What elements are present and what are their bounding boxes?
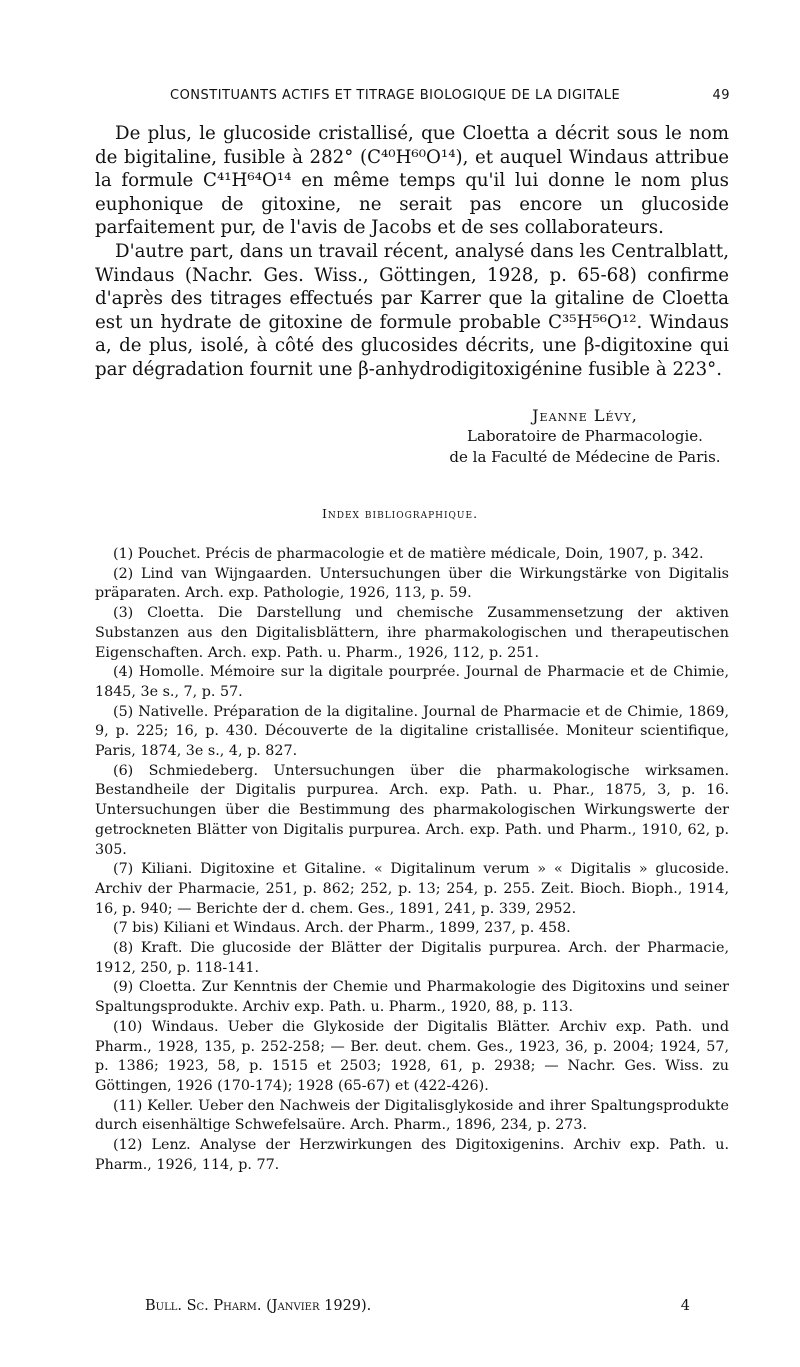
author-signature xyxy=(440,405,730,468)
author-name: Jeanne Lévy, xyxy=(532,406,638,425)
reference-item: (4) Homolle. Mémoire sur la digitale pourprée. Journal de Pharmacie et de Chimie, 1845, 3e s., 7, p. 57. xyxy=(95,664,729,700)
body-text xyxy=(95,122,729,382)
running-title: CONSTITUANTS ACTIFS ET TITRAGE BIOLOGIQUE DE LA DIGITALE xyxy=(170,88,621,103)
page-footer xyxy=(145,1298,690,1314)
reference-item: (6) Schmiedeberg. Untersuchungen über die pharmakologische wirksamen. Bestandheile der Digitalis purpurea. Arch. exp. Path. u. Phar., 1875, 3, p. 16. Untersuchungen über die Bestimmung des pharmakologischen Wirkungswerte der getrockneten Blätter von Digitalis purpurea. Arch. exp. Path. und Pharm., 1910, 62, p. 305. xyxy=(95,762,729,858)
reference-item: (3) Cloetta. Die Darstellung und chemische Zusammensetzung der aktiven Substanzen aus den Digitalisblättern, ihre pharmakologischen und therapeutischen Eigenschaften. Arch. exp. Path. u. Pharm., 1926, 112, p. 251. xyxy=(95,605,729,661)
reference-item: (2) Lind van Wijngaarden. Untersuchungen über die Wirkungstärke von Digitalis präparaten. Arch. exp. Pathologie, 1926, 113, p. 59. xyxy=(95,565,729,602)
reference-item: (10) Windaus. Ueber die Glykoside der Digitalis Blätter. Archiv exp. Path. und Pharm., 1928, 135, p. 252-258; — Ber. deut. chem. Ges., 1923, 36, p. 2004; 1924, 57, p. 1386; 1923, 58, p. 1515 et 2503; 1928, 61, p. 2938; — Nachr. Ges. Wiss. zu Göttingen, 1926 (170-174); 1928 (65-67) et (422-426). xyxy=(95,1018,729,1094)
reference-item: (1) Pouchet. Précis de pharmacologie et de matière médicale, Doin, 1907, p. 342. xyxy=(113,546,704,562)
reference-item: (5) Nativelle. Préparation de la digitaline. Journal de Pharmacie et de Chimie, 1869, 9, p. 225; 16, p. 430. Découverte de la digitaline cristallisée. Moniteur scientifique, Paris, 1874, 3e s., 4, p. 827. xyxy=(95,703,729,760)
reference-item: (11) Keller. Ueber den Nachweis der Digitalisglykoside and ihrer Spaltungsprodukte durch eisenhältige Schwefelsaüre. Arch. Pharm., 1896, 234, p. 273. xyxy=(95,1097,729,1134)
running-head xyxy=(170,88,730,103)
reference-item: (7 bis) Kiliani et Windaus. Arch. der Pharm., 1899, 237, p. 458. xyxy=(113,920,571,937)
reference-item: (9) Cloetta. Zur Kenntnis der Chemie und Pharmakologie des Digitoxins und seiner Spaltungsprodukte. Archiv exp. Path. u. Pharm., 1920, 88, p. 113. xyxy=(95,979,729,1016)
reference-list xyxy=(95,545,729,1176)
reference-item: (8) Kraft. Die glucoside der Blätter der Digitalis purpurea. Arch. der Pharmacie, 1912, 250, p. 118-141. xyxy=(95,940,729,976)
bibliography-heading: Index bibliographique. xyxy=(321,506,479,521)
page-number: 49 xyxy=(712,88,730,103)
reference-item: (12) Lenz. Analyse der Herzwirkungen des Digitoxigenins. Archiv exp. Path. u. Pharm., 1926, 114, p. 77. xyxy=(95,1137,729,1173)
reference-item: (7) Kiliani. Digitoxine et Gitaline. « Digitalinum verum » « Digitalis » glucoside. Archiv der Pharmacie, 251, p. 862; 252, p. 13; 254, p. 255. Zeit. Bioch. Bioph., 1914, 16, p. 940; — Berichte der d. chem. Ges., 1891, 241, p. 339, 2952. xyxy=(95,861,729,917)
paragraph: De plus, le glucoside cristallisé, que Cloetta a décrit sous le nom de bigitaline, fusible à 282° (C⁴⁰H⁶⁰O¹⁴), et auquel Windaus attribue la formule C⁴¹H⁶⁴O¹⁴ en même temps qu'il lui donne le nom plus euphonique de gitoxine, ne serait pas encore un glucoside parfaitement pur, de l'avis de Jacobs et de ses collaborateurs. xyxy=(95,123,729,239)
affiliation-line: Laboratoire de Pharmacologie. xyxy=(467,427,703,445)
signature-mark: 4 xyxy=(680,1298,690,1314)
paragraph: D'autre part, dans un travail récent, analysé dans les Centralblatt, Windaus (Nachr. Ges. Wiss., Göttingen, 1928, p. 65-68) confirme d'après des titrages effectués par Karrer que la gitaline de Cloetta est un hydrate de gitoxine de formule probable C³⁵H⁵⁶O¹². Windaus a, de plus, isolé, à côté des glucosides décrits, une β-digitoxine qui par dégradation fournit une β-anhydrodigitoxigénine fusible à 223°. xyxy=(95,240,729,380)
affiliation-line: de la Faculté de Médecine de Paris. xyxy=(449,448,721,466)
journal-citation: Bull. Sc. Pharm. (Janvier 1929). xyxy=(145,1298,372,1314)
